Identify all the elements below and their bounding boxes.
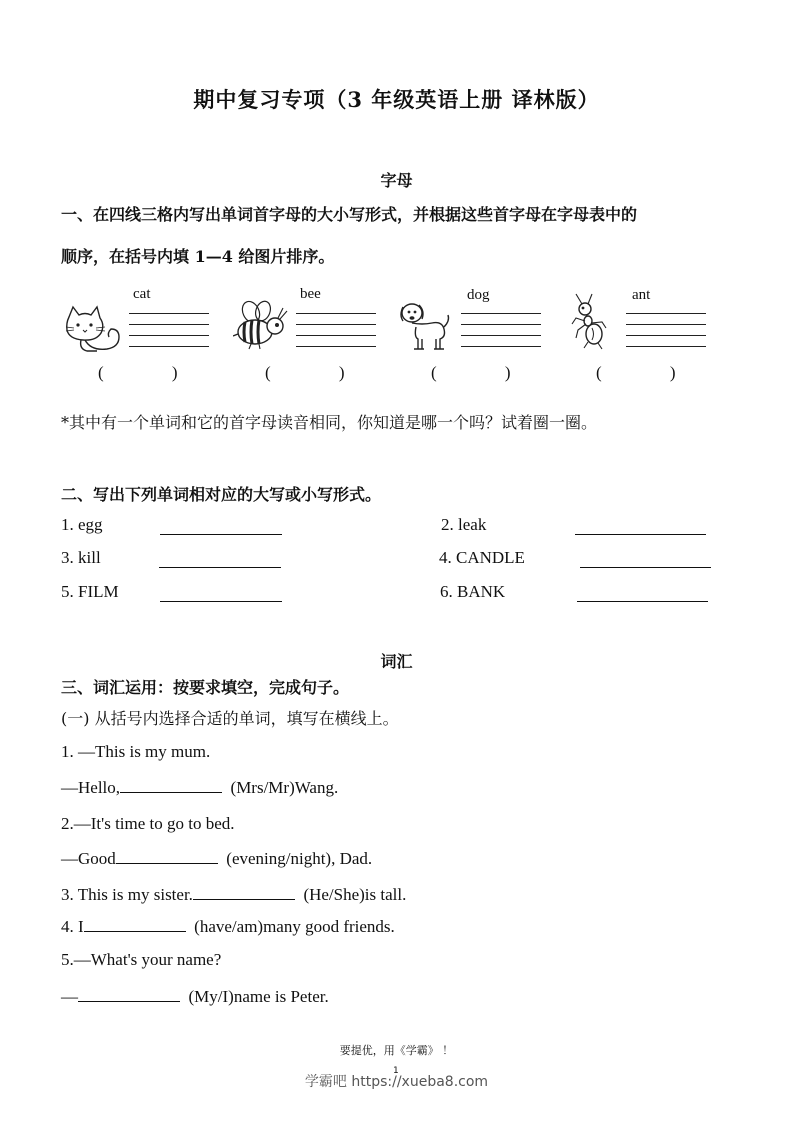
cat-icon bbox=[63, 303, 125, 355]
q3-line-5-pre: 3. This is my sister. bbox=[61, 885, 193, 904]
q3-line-6-post: (have/am)many good friends. bbox=[194, 917, 395, 936]
q3-line-2-pre: —Hello, bbox=[61, 778, 121, 797]
q3-line-2-post: (Mrs/Mr)Wang. bbox=[230, 778, 339, 797]
q2-blank-5[interactable] bbox=[160, 587, 282, 602]
q2-item-3: 3. kill bbox=[61, 548, 101, 567]
q2-blank-3[interactable] bbox=[159, 553, 281, 568]
q3-sub-heading: (一) 从括号内选择合适的单词，填写在横线上。 bbox=[61, 709, 399, 728]
q3-blank-4[interactable] bbox=[84, 917, 186, 932]
q2-item-5: 5. FILM bbox=[61, 582, 119, 601]
q3-blank-3[interactable] bbox=[193, 885, 295, 900]
order-paren-1[interactable]: ( ) bbox=[98, 363, 210, 382]
q3-blank-2[interactable] bbox=[116, 849, 218, 864]
order-paren-2[interactable]: ( ) bbox=[265, 363, 377, 382]
word-label-cat: cat bbox=[133, 286, 151, 302]
page-title: 期中复习专项（3 年级英语上册 译林版） bbox=[193, 87, 600, 112]
four-line-grid-3 bbox=[461, 313, 541, 357]
word-label-bee: bee bbox=[300, 286, 321, 302]
q3-heading: 三、词汇运用：按要求填空，完成句子。 bbox=[61, 678, 350, 697]
section-title-letters: 字母 bbox=[380, 171, 413, 190]
q3-line-5-post: (He/She)is tall. bbox=[303, 885, 407, 904]
q2-blank-2[interactable] bbox=[575, 520, 706, 535]
q1-heading-line1: 一、在四线三格内写出单词首字母的大小写形式，并根据这些首字母在字母表中的 bbox=[61, 205, 638, 224]
q3-line-4-post: (evening/night), Dad. bbox=[226, 849, 373, 868]
q3-line-1: 1. —This is my mum. bbox=[61, 742, 211, 761]
q3-line-8-post: (My/I)name is Peter. bbox=[188, 987, 329, 1006]
q2-blank-4[interactable] bbox=[580, 553, 711, 568]
order-paren-4[interactable]: ( ) bbox=[596, 363, 708, 382]
ant-icon bbox=[570, 292, 610, 350]
word-label-dog: dog bbox=[467, 287, 490, 303]
q3-line-7: 5.—What's your name? bbox=[61, 950, 222, 969]
q3-line-4 bbox=[61, 849, 372, 869]
dog-icon bbox=[398, 299, 452, 353]
four-line-grid-2 bbox=[296, 313, 376, 357]
footer-note: 要提优，用《学霸》 ！ bbox=[339, 1044, 454, 1057]
word-label-ant: ant bbox=[632, 287, 651, 303]
q3-line-3: 2.—It's time to go to bed. bbox=[61, 814, 235, 833]
q2-heading: 二、写出下列单词相对应的大写或小写形式。 bbox=[61, 485, 382, 504]
q1-heading-line2: 顺序，在括号内填 1—4 给图片排序。 bbox=[61, 247, 335, 266]
q2-item-2: 2. leak bbox=[441, 515, 487, 534]
q3-line-5 bbox=[61, 885, 406, 905]
watermark: 学霸吧 https://xueba8.com bbox=[304, 1074, 489, 1090]
four-line-grid-1 bbox=[129, 313, 209, 357]
q3-line-8-pre: — bbox=[61, 987, 78, 1006]
q3-line-8 bbox=[61, 987, 329, 1007]
q3-line-4-pre: —Good bbox=[61, 849, 116, 868]
page-number: 1 bbox=[393, 1066, 399, 1076]
q3-blank-1[interactable] bbox=[120, 778, 222, 793]
q2-item-6: 6. BANK bbox=[440, 582, 506, 601]
q2-blank-6[interactable] bbox=[577, 587, 708, 602]
q3-blank-5[interactable] bbox=[78, 987, 180, 1002]
bee-icon bbox=[233, 300, 291, 350]
q3-line-6 bbox=[61, 917, 395, 937]
order-paren-3[interactable]: ( ) bbox=[431, 363, 543, 382]
q3-line-6-pre: 4. I bbox=[61, 917, 84, 936]
q2-item-4: 4. CANDLE bbox=[439, 548, 525, 567]
q3-line-2 bbox=[61, 778, 338, 798]
four-line-grid-4 bbox=[626, 313, 706, 357]
section-title-vocab: 词汇 bbox=[380, 652, 413, 671]
q1-note: *其中有一个单词和它的首字母读音相同，你知道是哪一个吗？试着圈一圈。 bbox=[61, 413, 598, 432]
q2-blank-1[interactable] bbox=[160, 520, 282, 535]
q2-item-1: 1. egg bbox=[61, 515, 103, 534]
